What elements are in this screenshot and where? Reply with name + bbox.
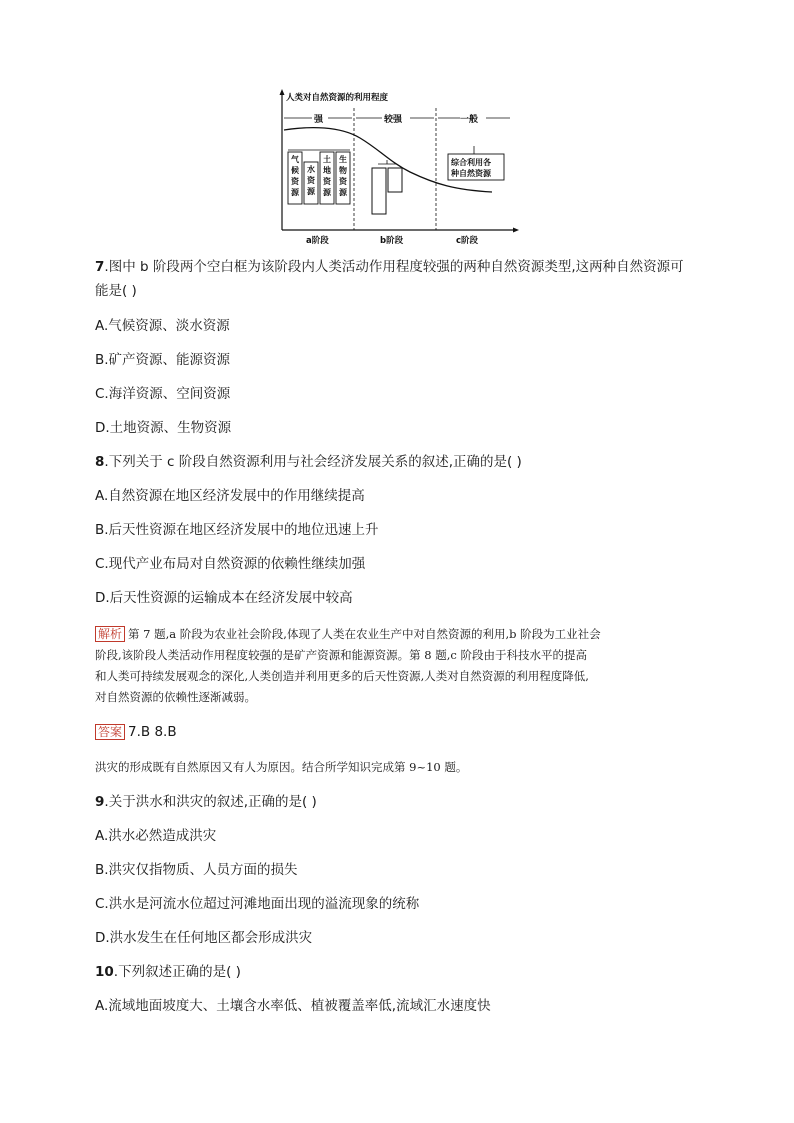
answer-line <box>95 723 177 741</box>
q7-option-d[interactable]: D.土地资源、生物资源 <box>95 420 232 436</box>
y-axis-arrow <box>280 89 285 95</box>
q9-option-b[interactable]: B.洪灾仅指物质、人员方面的损失 <box>95 862 298 878</box>
box-land-label: 土 地 资 源 <box>323 155 331 197</box>
q7-stem-line1 <box>95 258 684 276</box>
figure-title: 人类对自然资源的利用程度 <box>286 93 389 103</box>
q10-option-a[interactable]: A.流域地面坡度大、土壤含水率低、植被覆盖率低,流域汇水速度快 <box>95 998 491 1014</box>
q8-stem: 8.下列关于 c 阶段自然资源利用与社会经济发展关系的叙述,正确的是( ) <box>95 454 522 470</box>
explanation-line-4: 对自然资源的依赖性逐渐减弱。 <box>95 690 256 704</box>
q10-stem: 10.下列叙述正确的是( ) <box>95 964 241 980</box>
c-box-label: 综合利用各 种自然资源 <box>451 158 491 178</box>
b-empty-box-1 <box>372 168 386 214</box>
q7-option-c[interactable]: C.海洋资源、空间资源 <box>95 386 231 402</box>
q7-option-b[interactable]: B.矿产资源、能源资源 <box>95 352 231 368</box>
q9-stem: 9.关于洪水和洪灾的叙述,正确的是( ) <box>95 794 317 810</box>
explanation-line-3: 和人类可持续发展观念的深化,人类创造并利用更多的后天性资源,人类对自然资源的利用程度降低, <box>95 669 589 683</box>
box-water-label: 水 资 源 <box>307 165 315 196</box>
resource-utilization-figure <box>270 88 520 248</box>
stage-a-label: a阶段 <box>306 236 329 246</box>
q8-option-a[interactable]: A.自然资源在地区经济发展中的作用继续提高 <box>95 488 365 504</box>
q10-number: 10 <box>95 964 114 980</box>
b-empty-box-2 <box>388 168 402 192</box>
q7-stem: .图中 b 阶段两个空白框为该阶段内人类活动作用程度较强的两种自然资源类型,这两种自然资源可 <box>104 259 684 275</box>
stage-c-label: c阶段 <box>456 236 479 246</box>
q9-option-d[interactable]: D.洪水发生在任何地区都会形成洪灾 <box>95 930 313 946</box>
stage-b-label: b阶段 <box>380 236 404 246</box>
x-axis-arrow <box>513 228 519 233</box>
explanation-block <box>95 624 701 708</box>
answer-tag: 答案 <box>95 724 125 740</box>
box-climate-label: 气 候 资 源 <box>291 155 299 197</box>
explanation-line-2: 阶段,该阶段人类活动作用程度较强的是矿产资源和能源资源。第 8 题,c 阶段由于科技水平的提高 <box>95 648 588 662</box>
explanation-tag: 解析 <box>95 626 125 642</box>
q8-number: 8 <box>95 454 105 470</box>
q8-option-d[interactable]: D.后天性资源的运输成本在经济发展中较高 <box>95 590 353 606</box>
q7-stem-line2: 能是( ) <box>95 283 137 299</box>
q7-number: 7 <box>95 259 105 275</box>
q8-option-c[interactable]: C.现代产业布局对自然资源的依赖性继续加强 <box>95 556 366 572</box>
figure-svg <box>270 88 520 248</box>
q7-option-a[interactable]: A.气候资源、淡水资源 <box>95 318 230 334</box>
box-bio-label: 生 物 资 源 <box>339 155 347 197</box>
zone-b-label: 较强 <box>384 115 403 125</box>
flood-intro: 洪灾的形成既有自然原因又有人为原因。结合所学知识完成第 9~10 题。 <box>95 760 468 774</box>
zone-a-label: 强 <box>314 115 324 125</box>
q9-number: 9 <box>95 794 105 810</box>
q9-option-a[interactable]: A.洪水必然造成洪灾 <box>95 828 217 844</box>
q8-option-b[interactable]: B.后天性资源在地区经济发展中的地位迅速上升 <box>95 522 379 538</box>
explanation-line-1: 解析 第 7 题,a 阶段为农业社会阶段,体现了人类在农业生产中对自然资源的利用,b 阶段为工业社会 <box>95 624 701 645</box>
q9-option-c[interactable]: C.洪水是河流水位超过河滩地面出现的溢流现象的统称 <box>95 896 420 912</box>
zone-c-label: 一般 <box>460 115 479 125</box>
answer-text: 7.B 8.B <box>128 724 177 740</box>
